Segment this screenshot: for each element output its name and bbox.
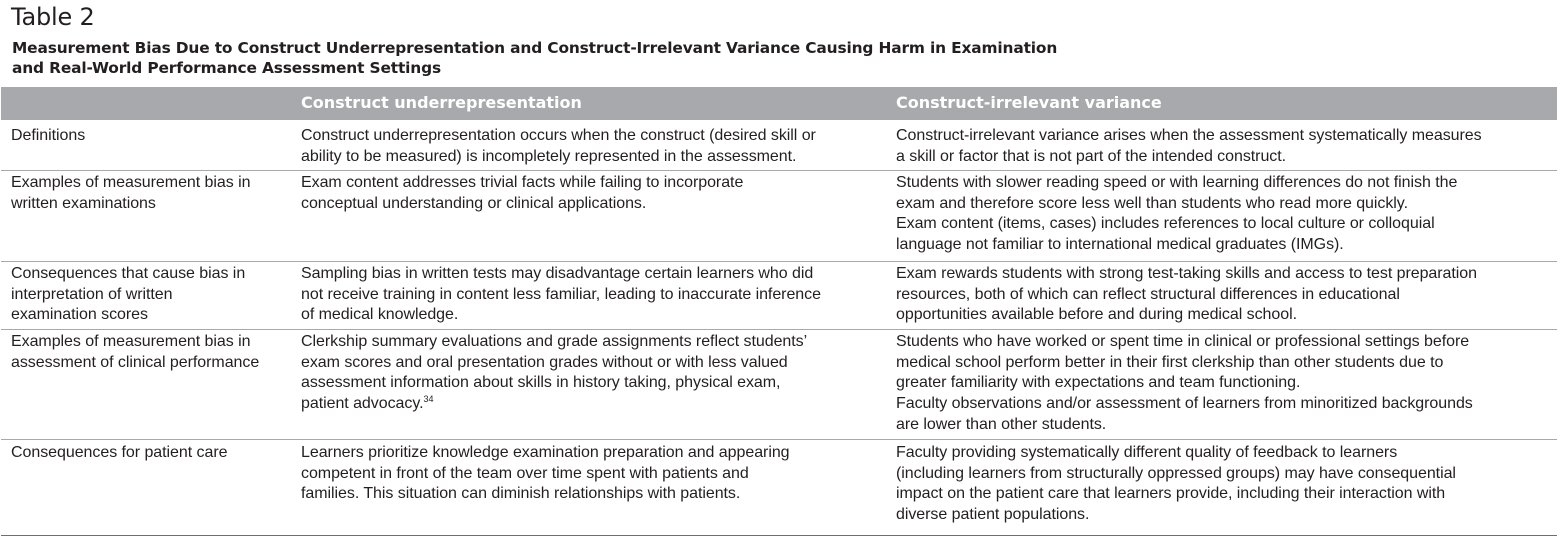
cell-line: families. This situation can diminish relationships with patients. — [301, 485, 741, 503]
underrepresentation-cell — [301, 173, 886, 214]
cell-line: Consequences for patient care — [11, 444, 228, 461]
cell-line: Examples of measurement bias in — [11, 333, 251, 350]
cell-line: ability to be measured) is incompletely represented in the assessment. — [301, 147, 797, 165]
table-caption — [12, 38, 1212, 78]
row-label-cell — [11, 126, 296, 147]
cell-line: a skill or factor that is not part of the intended construct. — [896, 147, 1287, 165]
cell-line: Students with slower reading speed or with learning differences do not finish the — [896, 174, 1458, 191]
table-row — [1, 330, 1557, 440]
cell-line: Exam rewards students with strong test-taking skills and access to test preparation — [896, 265, 1478, 282]
row-label-cell — [11, 443, 296, 464]
cell-line: interpretation of written — [11, 285, 173, 303]
cell-line: (including learners from structurally oppressed groups) may have consequential — [896, 464, 1456, 482]
cell-line: medical school perform better in their first clerkship than other students due to — [896, 353, 1444, 371]
cell-line: Construct underrepresentation occurs when the construct (desired skill or — [301, 127, 816, 144]
cell-line: Clerkship summary evaluations and grade assignments reflect students’ — [301, 333, 808, 350]
cell-line: Exam content addresses trivial facts while failing to incorporate — [301, 174, 744, 191]
cell-line: Students who have worked or spent time in clinical or professional settings before — [896, 333, 1470, 350]
header-construct-underrepresentation: Construct underrepresentation — [301, 93, 582, 112]
bias-table — [1, 87, 1557, 535]
cell-text: patient advocacy. — [301, 395, 424, 413]
header-construct-irrelevant-variance: Construct-irrelevant variance — [896, 93, 1162, 112]
cell-line: language not familiar to international medical graduates (IMGs). — [896, 236, 1344, 254]
underrepresentation-cell — [301, 264, 886, 326]
cell-line: exam scores and oral presentation grades without or with less valued — [301, 353, 788, 371]
cell-line: diverse patient populations. — [896, 506, 1090, 524]
cell-line: impact on the patient care that learners provide, including their interaction with — [896, 485, 1446, 503]
cell-line: Learners prioritize knowledge examination preparation and appearing — [301, 444, 790, 461]
underrepresentation-cell — [301, 126, 886, 167]
irrelevant-variance-cell — [896, 264, 1551, 326]
table-header — [1, 87, 1557, 120]
caption-line: and Real-World Performance Assessment Settings — [12, 59, 441, 77]
cell-line: competent in front of the team over time spent with patients and — [301, 464, 749, 482]
caption-line: Measurement Bias Due to Construct Underrepresentation and Construct-Irrelevant Variance Causing Harm in Examination — [12, 39, 1058, 57]
cell-line: opportunities available before and during medical school. — [896, 306, 1297, 324]
cell-line: Construct-irrelevant variance arises when the assessment systematically measures — [896, 127, 1482, 144]
cell-line: Faculty observations and/or assessment of learners from minoritized backgrounds — [896, 395, 1473, 413]
table-row — [1, 120, 1557, 171]
cell-line: assessment information about skills in history taking, physical exam, — [301, 374, 781, 392]
cell-line: of medical knowledge. — [301, 306, 459, 324]
irrelevant-variance-cell — [896, 443, 1551, 526]
cell-line: not receive training in content less familiar, leading to inaccurate inference — [301, 285, 821, 303]
table-label: Table 2 — [11, 3, 95, 31]
table-row — [1, 440, 1557, 536]
cell-line: examination scores — [11, 306, 148, 324]
cell-line: greater familiarity with expectations and team functioning. — [896, 374, 1301, 392]
underrepresentation-cell — [301, 443, 886, 505]
reference-superscript: 34 — [423, 394, 434, 405]
table-row — [1, 262, 1557, 330]
cell-line: Sampling bias in written tests may disadvantage certain learners who did — [301, 265, 814, 282]
row-label-cell — [11, 173, 296, 214]
cell-line: Exam content (items, cases) includes references to local culture or colloquial — [896, 215, 1435, 233]
row-label-cell — [11, 332, 296, 373]
irrelevant-variance-cell — [896, 126, 1551, 167]
table-row — [1, 171, 1557, 262]
cell-line: Consequences that cause bias in — [11, 265, 246, 282]
cell-line: are lower than other students. — [896, 415, 1107, 433]
cell-line: written examinations — [11, 194, 156, 212]
row-label-cell — [11, 264, 296, 326]
underrepresentation-cell — [301, 332, 886, 415]
cell-line: Definitions — [11, 127, 86, 144]
cell-line: exam and therefore score less well than students who read more quickly. — [896, 194, 1408, 212]
cell-line — [301, 394, 886, 415]
cell-line: resources, both of which can reflect structural differences in educational — [896, 285, 1400, 303]
cell-line: conceptual understanding or clinical applications. — [301, 194, 647, 212]
irrelevant-variance-cell — [896, 332, 1551, 436]
cell-line: Faculty providing systematically different quality of feedback to learners — [896, 444, 1398, 461]
cell-line: assessment of clinical performance — [11, 353, 260, 371]
cell-line: Examples of measurement bias in — [11, 174, 251, 191]
irrelevant-variance-cell — [896, 173, 1551, 256]
